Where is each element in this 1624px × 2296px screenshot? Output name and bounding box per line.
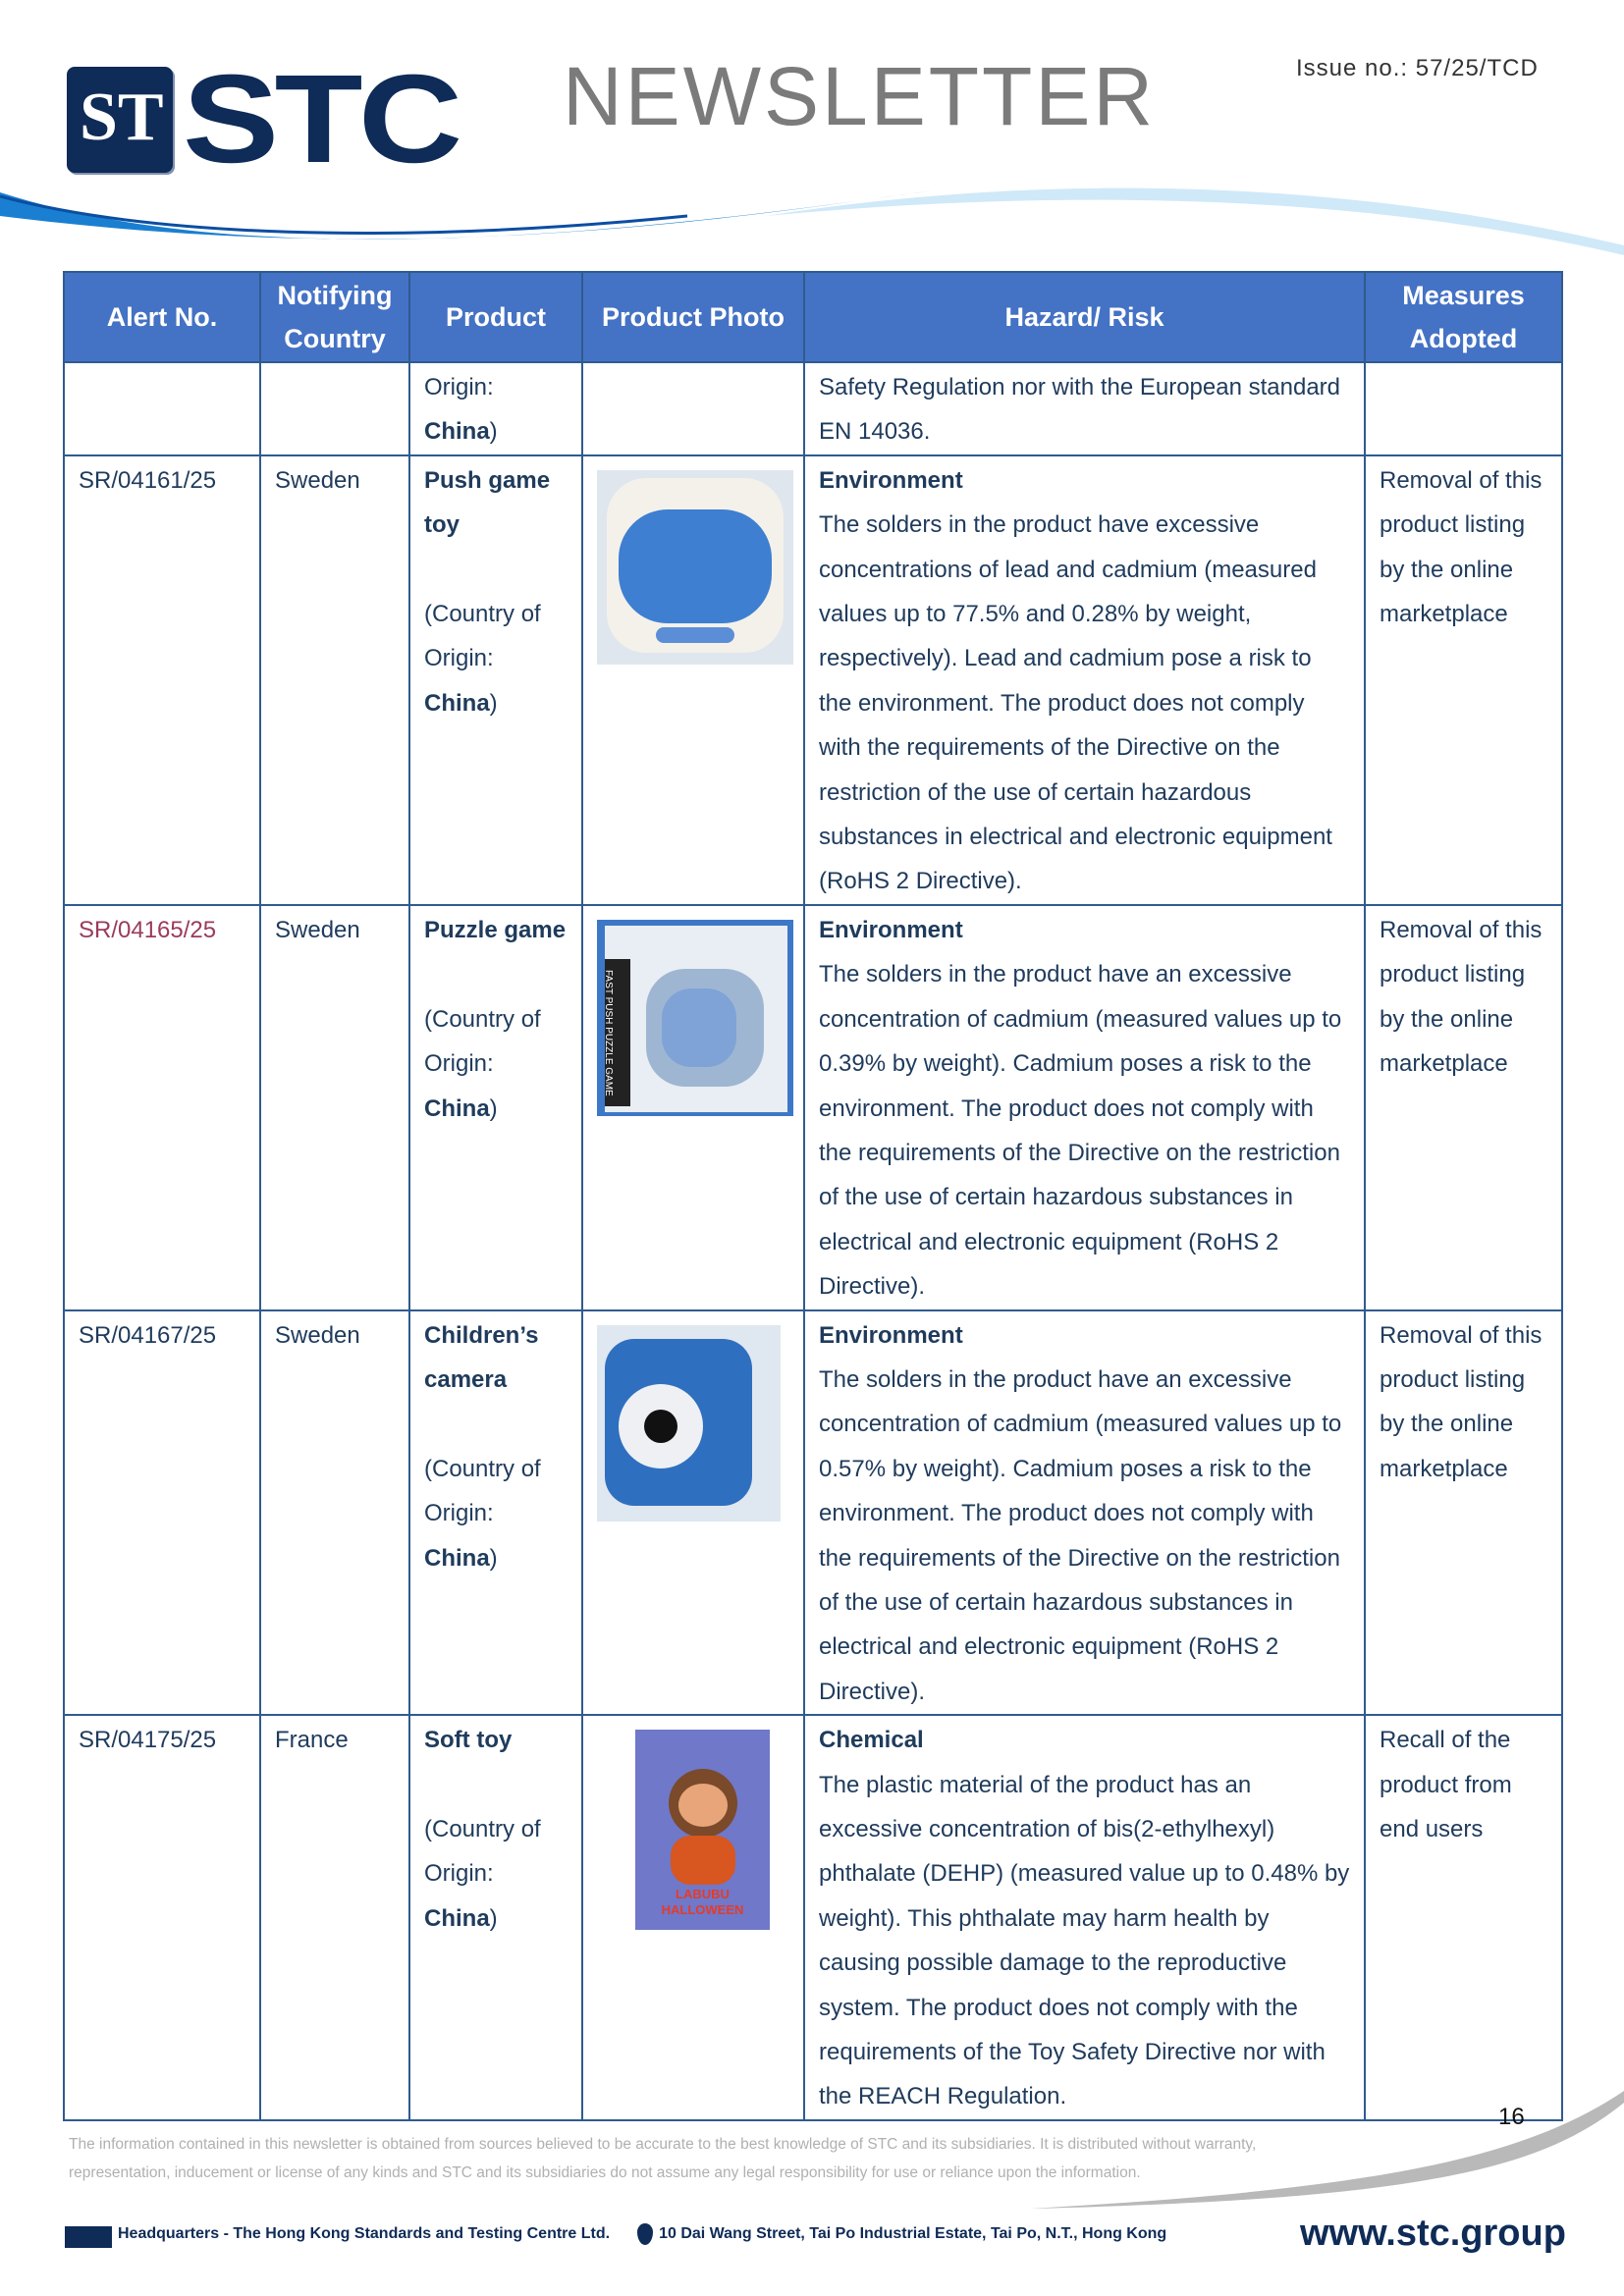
col-alert-no: Alert No.: [64, 272, 260, 362]
alert-no: SR/04175/25: [64, 1715, 260, 2120]
stc-logo: [67, 49, 459, 189]
col-product-photo: Product Photo: [582, 272, 804, 362]
measures: Removal of this product listing by the online marketplace: [1365, 905, 1562, 1310]
country: Sweden: [260, 455, 409, 905]
location-pin-icon: [637, 2223, 653, 2245]
col-measures-adopted: Measures Adopted: [1365, 272, 1562, 362]
header-wave-decoration: [0, 177, 1624, 265]
newsletter-title: NEWSLETTER: [563, 50, 1157, 142]
measures: Removal of this product listing by the online marketplace: [1365, 1310, 1562, 1716]
headquarters-text: Headquarters - The Hong Kong Standards and Testing Centre Ltd.: [118, 2225, 611, 2242]
address-text: 10 Dai Wang Street, Tai Po Industrial Estate, Tai Po, N.T., Hong Kong: [659, 2225, 1167, 2242]
col-product: Product: [409, 272, 582, 362]
col-hazard-risk: Hazard/ Risk: [804, 272, 1365, 362]
product-cell: Children’s camera (Country of Origin: China): [409, 1310, 582, 1716]
alert-no: SR/04167/25: [64, 1310, 260, 1716]
table-header-row: [64, 272, 1562, 362]
building-icon: [65, 2220, 112, 2248]
issue-number: Issue no.: 57/25/TCD: [1296, 55, 1539, 81]
hazard-cell: Environment The solders in the product have excessive concentrations of lead and cadmium (measured values up to 77.5% and 0.28% by weight, respectively). Lead and cadmium pose a risk to the environment. The product does not comply with the requirements of the Directive on the restriction of the use of certain hazardous substances in electrical and electronic equipment (RoHS 2 Directive).: [804, 455, 1365, 905]
website-link[interactable]: www.stc.group: [1300, 2213, 1566, 2254]
alert-no: SR/04161/25: [64, 455, 260, 905]
col-notifying-country: Notifying Country: [260, 272, 409, 362]
push-game-toy-photo: [597, 470, 793, 665]
measures: Recall of the product from end users: [1365, 1715, 1562, 2120]
product-cell: Puzzle game (Country of Origin: China): [409, 905, 582, 1310]
brand-name: STC: [183, 49, 459, 189]
disclaimer: The information contained in this newsletter is obtained from sources believed to be accurate to the best knowledge of STC and its subsidiaries. It is distributed without warranty, representation, inducement or license of any kinds and STC and its subsidiaries do not assume any legal responsibility for use or reliance upon the information.: [69, 2136, 1257, 2181]
puzzle-game-photo: FAST PUSH PUZZLE GAME: [597, 920, 793, 1116]
page-number: 16: [1498, 2104, 1525, 2130]
hazard-cell: Environment The solders in the product have an excessive concentration of cadmium (measured values up to 0.57% by weight). Cadmium poses a risk to the environment. The product does not comply with the requirements of the Directive on the restriction of the use of certain hazardous substances in electrical and electronic equipment (RoHS 2 Directive).: [804, 1310, 1365, 1716]
measures: Removal of this product listing by the online marketplace: [1365, 455, 1562, 905]
table-row: [64, 455, 1562, 905]
product-cell: Soft toy (Country of Origin: China): [409, 1715, 582, 2120]
country: Sweden: [260, 905, 409, 1310]
product-cell: Push game toy (Country of Origin: China): [409, 455, 582, 905]
table-row-continued: [64, 362, 1562, 455]
country: Sweden: [260, 1310, 409, 1716]
hazard-cell: Chemical The plastic material of the product has an excessive concentration of bis(2-ethylhexyl) phthalate (DEHP) (measured value up to 0.48% by weight). This phthalate may harm health by causing possible damage to the reproductive system. The product does not comply with the requirements of the Toy Safety Directive nor with the REACH Regulation.: [804, 1715, 1365, 2120]
product-cell: Origin: China): [409, 362, 582, 455]
hazard-cell: Safety Regulation nor with the European standard EN 14036.: [804, 362, 1365, 455]
soft-toy-photo: LABUBU HALLOWEEN: [635, 1730, 770, 1930]
country: France: [260, 1715, 409, 2120]
table-row: [64, 905, 1562, 1310]
childrens-camera-photo: [597, 1325, 781, 1522]
footer-contact: [65, 2220, 1166, 2248]
hazard-cell: Environment The solders in the product have an excessive concentration of cadmium (measured values up to 0.39% by weight). Cadmium poses a risk to the environment. The product does not comply with the requirements of the Directive on the restriction of the use of certain hazardous substances in electrical and electronic equipment (RoHS 2 Directive).: [804, 905, 1365, 1310]
alerts-table: [63, 271, 1563, 2121]
alert-no: SR/04165/25: [64, 905, 260, 1310]
table-row: [64, 1310, 1562, 1716]
table-row: [64, 1715, 1562, 2120]
logo-mark: ST: [67, 67, 173, 173]
